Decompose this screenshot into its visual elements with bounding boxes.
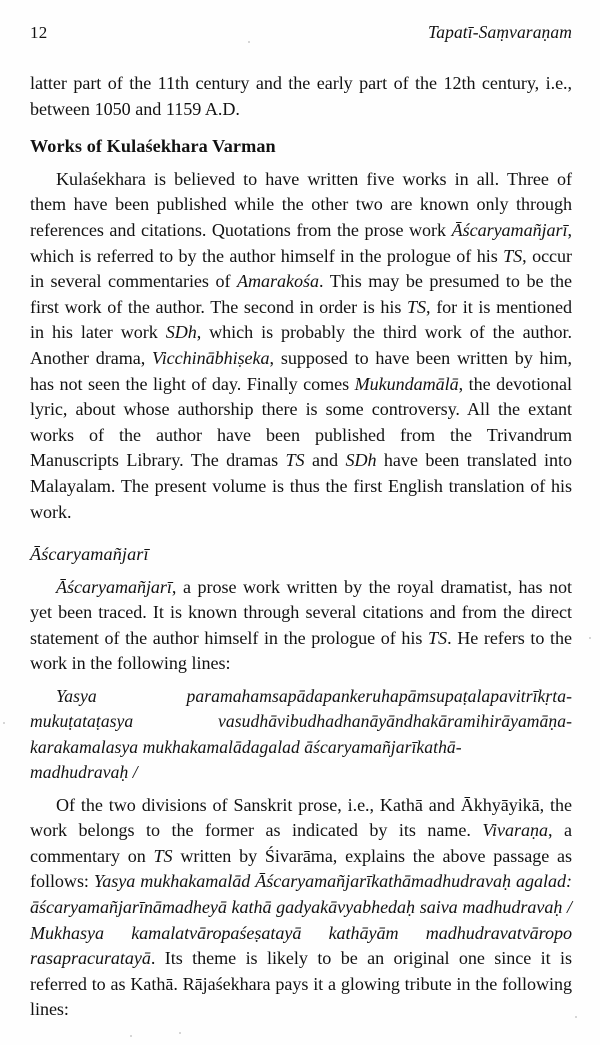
text-run: have been translated into Malayalam. The present volume is thus the first English translation of his work. [30,450,572,522]
text-run: , supposed to have been written by him, has not seen the light of day. Finally comes [30,347,572,394]
title-ts: TS [153,845,173,866]
title-ascaryamanjari: Āścaryamañjarī [451,219,568,240]
text-run: Of the two divisions of Sanskrit prose, i.e., Kathā and Ākhyāyikā, the work belongs to the former as indicated by its name. [30,794,572,841]
scan-speckle [130,1035,132,1037]
paragraph-katha [30,793,572,1023]
commentary-quote: Yasya mukhakamalād Āścaryamañjarīkathāmadhudravaḥ agalad: āścaryamañjarīnāmadheyā kathā gadyakāvyabhedaḥ saiva madhudravaḥ / Mukhasya kamalatvāropaśeṣatayā kathāyām madhudravatvāropo rasapracuratayā [30,871,572,969]
text-run: and [304,450,346,471]
text-run: , a prose work written by the royal dramatist, has not yet been traced. It is known through several citations and from the direct statement of the author himself in the prologue of his [30,576,572,648]
page-number: 12 [30,23,48,42]
spacer [30,677,572,684]
spacer [30,122,572,134]
text-run: , a commentary on [30,820,572,866]
spacer [30,160,572,167]
title-ts: TS [428,627,448,648]
text-run: . Its theme is likely to be an original one since it is referred to as Kathā. Rājaśekhara pays it a glowing tribute in the following lines: [30,948,572,1020]
title-sdh: SDh [165,322,197,343]
quote-text: Yasya paramahamsapādapankeruhapāmsupaṭalapavitrīkṛta-mukuṭataṭasya vasudhāvibudhadhanāyāndhakāramihirāyamāṇa-karakamalasya mukhakamalādagalad āścaryamañjarīkathā- [30,686,572,757]
book-title: Tapatī-Saṃvaraṇam [428,22,572,42]
title-sdh: SDh [345,450,377,471]
scan-speckle [3,722,5,724]
heading-text: Works of Kulaśekhara Varman [30,136,276,157]
text-run: . This may be presumed to be the first work of the author. The second in order is his [30,271,572,317]
paragraph-text: latter part of the 11th century and the early part of the 12th century, i.e., between 1050 and 1159 A.D. [30,73,572,119]
spacer [30,786,572,793]
text-run: , occur in several commentaries of [30,245,573,292]
title-ascaryamanjari: Āścaryamañjarī [56,576,172,597]
text-run: written by Śivarāma, explains the above passage as follows: [30,845,572,892]
scan-speckle [589,637,591,639]
paragraph-ascaryamanjari [30,575,572,677]
section-heading-ascaryamanjari [30,542,572,568]
text-run: , which is referred to by the author himself in the prologue of his [30,219,572,266]
running-head [30,22,572,44]
text-run: , the devotional lyric, about whose authorship there is some controversy. All the extant works of the author have been published from the Trivandrum Manuscripts Library. The dramas [30,373,573,471]
heading-text: Āścaryamañjarī [30,544,149,565]
scan-speckle [575,1016,577,1018]
spacer [30,525,572,542]
quote-text: madhudravaḥ / [30,762,138,783]
title-amarakosa: Amarakośa [237,271,320,292]
sanskrit-quote-line-2 [30,760,572,785]
title-mukundamala: Mukundamālā [354,373,459,394]
text-run: . He refers to the work in the following lines: [30,627,572,674]
page-content [30,22,572,1023]
text-run: , which is probably the third work of the author. Another drama, [30,322,572,368]
sanskrit-quote-line-1 [30,684,572,760]
scan-speckle [179,1032,181,1034]
text-run: , for it is mentioned in his later work [30,296,573,343]
paragraph-works [30,167,572,525]
title-vivarana: Vivaraṇa [482,820,548,841]
paragraph-continued [30,71,572,122]
title-ts: TS [285,450,305,471]
text-run: Kulaśekhara is believed to have written five works in all. Three of them have been published while the other two are known only through references and citations. Quotations from the prose work [30,168,572,240]
title-ts: TS [407,296,427,317]
title-ts: TS [503,245,523,266]
spacer [30,568,572,575]
title-vicchinabhiseka: Vicchinābhiṣeka [152,347,270,368]
section-heading-works [30,134,572,160]
